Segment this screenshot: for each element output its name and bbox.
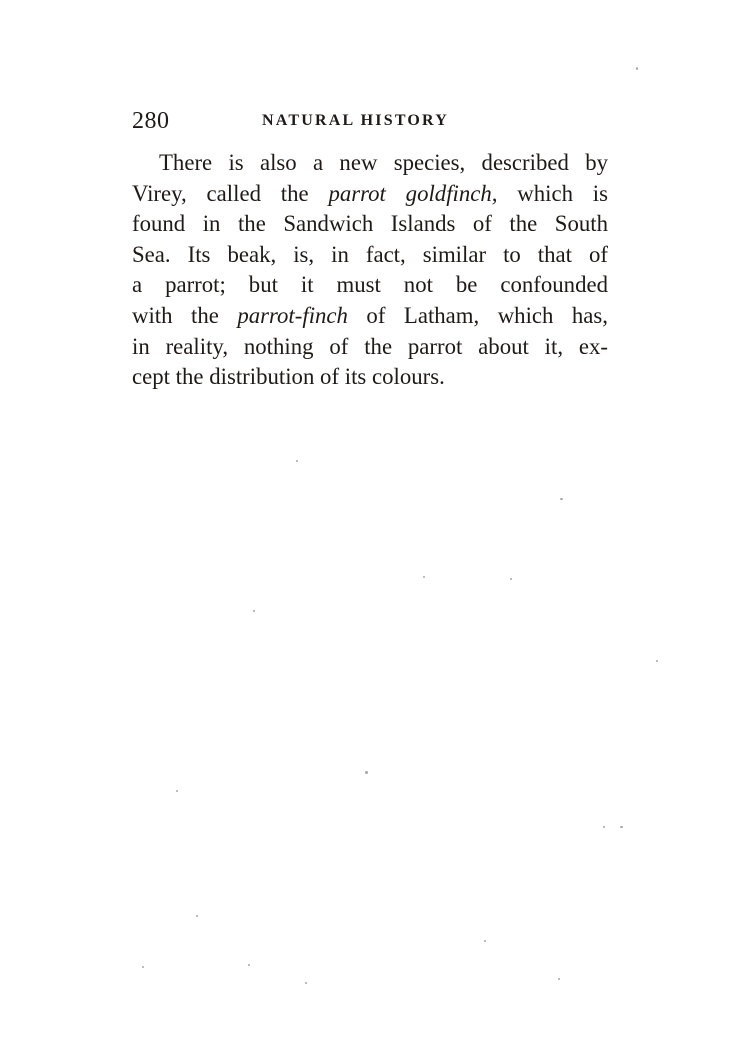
text-segment: of Latham, which has, <box>347 302 608 328</box>
page-number: 280 <box>132 108 170 134</box>
text-segment: found in the Sandwich Islands of the South <box>132 211 608 237</box>
text-segment: Sea. Its beak, is, in fact, similar to that of <box>132 241 608 267</box>
text-line-1 <box>132 148 608 179</box>
text-segment: a parrot; but it must not be confounded <box>132 272 608 298</box>
text-line-8 <box>132 362 608 393</box>
paper-speck <box>620 826 623 828</box>
paper-speck <box>423 576 425 578</box>
paper-speck <box>656 660 658 662</box>
body-paragraph <box>132 148 608 393</box>
paper-speck <box>305 982 307 984</box>
text-line-7 <box>132 332 608 363</box>
paper-speck <box>142 966 144 968</box>
paper-speck <box>560 498 563 500</box>
paper-speck <box>603 826 605 828</box>
text-segment: Virey, called the <box>132 180 329 206</box>
paper-speck <box>253 610 255 612</box>
text-segment: with the <box>132 302 238 328</box>
text-segment: There is also a new species, described by <box>159 150 608 175</box>
text-line-4 <box>132 240 608 271</box>
paper-speck <box>558 978 560 980</box>
paper-speck <box>296 460 298 462</box>
text-line-5 <box>132 270 608 301</box>
paper-speck <box>196 915 198 917</box>
paper-speck <box>365 771 368 774</box>
text-segment: cept the distribution of its colours. <box>132 364 445 390</box>
paper-speck <box>510 578 512 580</box>
running-title: NATURAL HISTORY <box>262 112 449 129</box>
text-line-6 <box>132 301 608 332</box>
paper-speck <box>484 940 486 942</box>
text-segment: which is <box>497 180 609 206</box>
paper-speck <box>176 790 178 792</box>
species-name-parrot-goldfinch: parrot goldfinch, <box>328 180 498 206</box>
text-line-2 <box>132 179 608 210</box>
running-head <box>132 106 608 136</box>
species-name-parrot-finch: parrot-finch <box>237 302 348 328</box>
text-segment: in reality, nothing of the parrot about it, ex- <box>132 333 608 359</box>
paper-speck <box>248 964 250 966</box>
paper-speck <box>636 67 638 70</box>
text-line-3 <box>132 209 608 240</box>
